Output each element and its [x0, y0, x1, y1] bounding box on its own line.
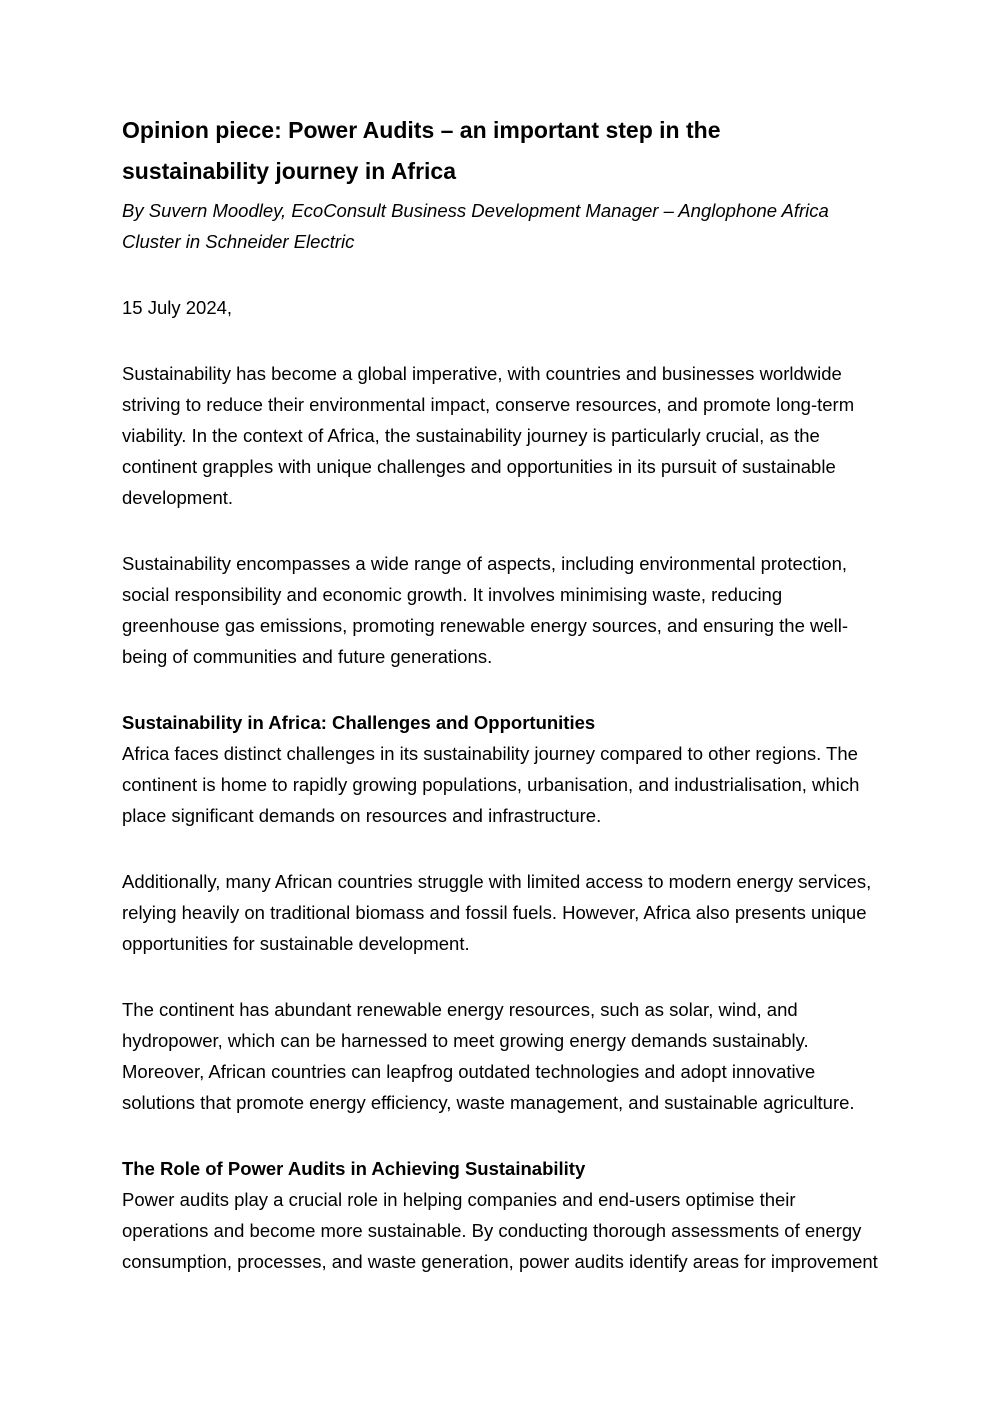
section-paragraph: The continent has abundant renewable energy resources, such as solar, wind, and hydropower, which can be harnessed to meet growing energy demands sustainably. Moreover, African countries can leapfrog outdated technologies and adopt innovative solutions that promote energy efficiency, waste management, and sustainable agriculture.	[122, 999, 855, 1113]
article-date: 15 July 2024,	[122, 297, 233, 318]
section-paragraph: Africa faces distinct challenges in its sustainability journey compared to other regions. The continent is home to rapidly growing populations, urbanisation, and industrialisation, which place significant demands on resources and infrastructure.	[122, 743, 860, 826]
section-paragraph: Additionally, many African countries struggle with limited access to modern energy services, relying heavily on traditional biomass and fossil fuels. However, Africa also presents unique opportunities for sustainable development.	[122, 871, 872, 954]
intro-paragraph: Sustainability encompasses a wide range of aspects, including environmental protection, social responsibility and economic growth. It involves minimising waste, reducing greenhouse gas emissions, promoting renewable energy sources, and ensuring the well-being of communities and future generations.	[122, 553, 849, 667]
section-heading-challenges-opportunities: Sustainability in Africa: Challenges and Opportunities	[122, 712, 596, 733]
section-paragraph: Power audits play a crucial role in helping companies and end-users optimise their operations and become more sustainable. By conducting thorough assessments of energy consumption, processes, and waste generation, power audits identify areas for improvement	[122, 1189, 878, 1272]
article-title: Opinion piece: Power Audits – an important step in the sustainability journey in Africa	[122, 117, 721, 184]
section-heading-role-of-power-audits: The Role of Power Audits in Achieving Sustainability	[122, 1158, 586, 1179]
opinion-article	[122, 110, 882, 1277]
article-byline: By Suvern Moodley, EcoConsult Business Development Manager – Anglophone Africa Cluster in Schneider Electric	[122, 200, 829, 252]
intro-paragraph: Sustainability has become a global imperative, with countries and businesses worldwide striving to reduce their environmental impact, conserve resources, and promote long-term viability. In the context of Africa, the sustainability journey is particularly crucial, as the continent grapples with unique challenges and opportunities in its pursuit of sustainable development.	[122, 363, 855, 508]
